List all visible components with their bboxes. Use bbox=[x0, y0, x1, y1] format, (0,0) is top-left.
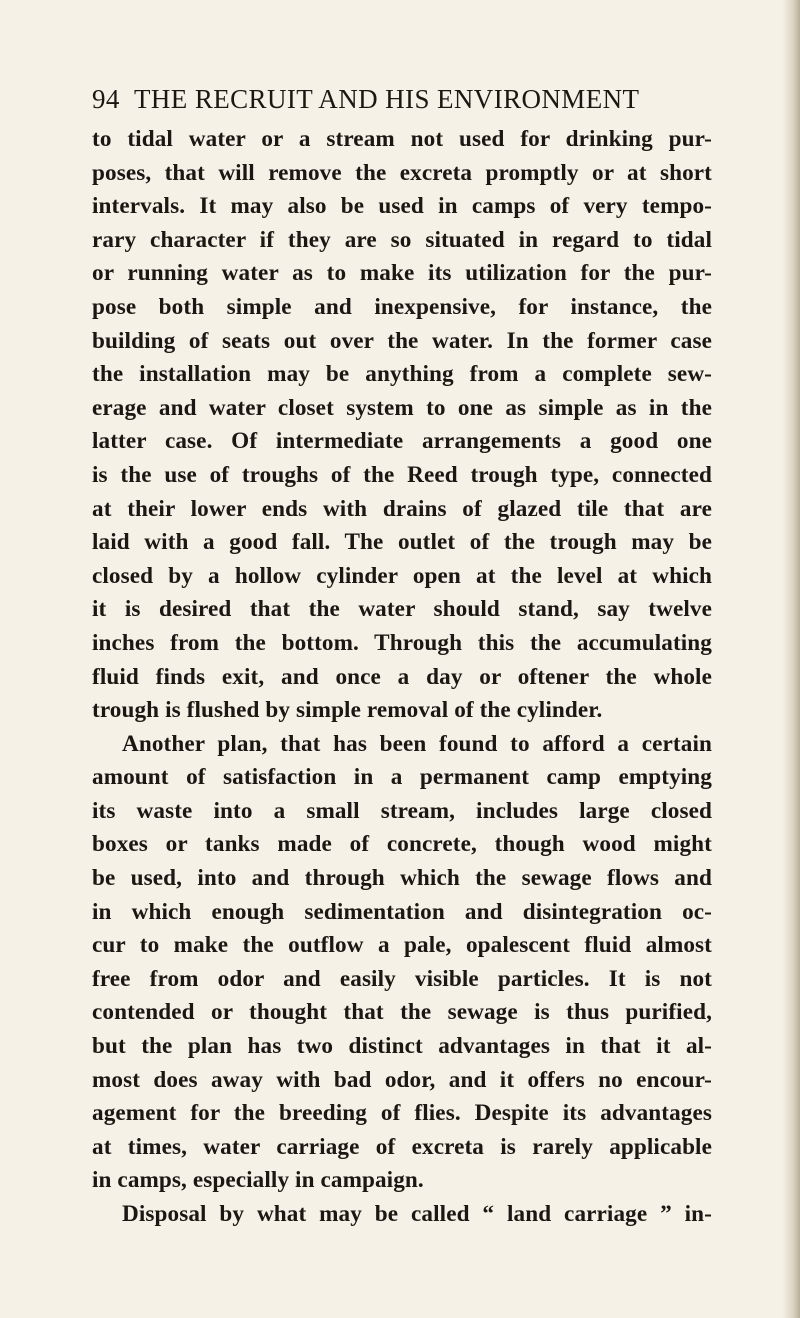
text-line: the installation may be anything from a complete sew- bbox=[92, 361, 712, 388]
text-line: trough is flushed by simple removal of the cylinder. bbox=[92, 697, 603, 724]
text-line: fluid finds exit, and once a day or oftener the whole bbox=[92, 663, 712, 690]
text-line: at their lower ends with drains of glazed tile that are bbox=[92, 495, 712, 522]
page-edge-shadow bbox=[782, 0, 800, 1318]
page-number: 94 bbox=[92, 84, 120, 114]
text-line: boxes or tanks made of concrete, though wood might bbox=[92, 831, 712, 858]
text-line: most does away with bad odor, and it offers no encour- bbox=[92, 1066, 712, 1093]
text-line: it is desired that the water should stand, say twelve bbox=[92, 596, 712, 623]
text-line: agement for the breeding of flies. Despite its advantages bbox=[92, 1100, 712, 1127]
text-line: in which enough sedimentation and disintegration oc- bbox=[92, 898, 712, 925]
text-line: but the plan has two distinct advantages in that it al- bbox=[92, 1033, 712, 1060]
text-line: free from odor and easily visible particles. It is not bbox=[92, 965, 712, 992]
text-line: latter case. Of intermediate arrangements a good one bbox=[92, 428, 712, 455]
text-line: inches from the bottom. Through this the accumulating bbox=[92, 629, 712, 656]
text-line: amount of satisfaction in a permanent camp emptying bbox=[92, 764, 712, 791]
text-line: building of seats out over the water. In the former case bbox=[92, 327, 712, 354]
running-head bbox=[92, 84, 712, 120]
running-title: THE RECRUIT AND HIS ENVIRONMENT bbox=[134, 84, 640, 114]
text-line: intervals. It may also be used in camps of very tempo- bbox=[92, 193, 712, 220]
text-line: laid with a good fall. The outlet of the trough may be bbox=[92, 529, 712, 556]
text-line: erage and water closet system to one as simple as in the bbox=[92, 394, 712, 421]
text-line: contended or thought that the sewage is thus purified, bbox=[92, 999, 712, 1026]
text-line: or running water as to make its utilization for the pur- bbox=[92, 260, 712, 287]
text-line: its waste into a small stream, includes large closed bbox=[92, 797, 712, 824]
text-line: to tidal water or a stream not used for drinking pur- bbox=[92, 126, 712, 152]
text-line: Disposal by what may be called “ land carriage ” in- bbox=[122, 1201, 712, 1227]
text-line: cur to make the outflow a pale, opalescent fluid almost bbox=[92, 932, 712, 959]
text-line: poses, that will remove the excreta promptly or at short bbox=[92, 159, 712, 186]
text-line: be used, into and through which the sewage flows and bbox=[92, 865, 712, 892]
body-text bbox=[92, 123, 712, 1232]
text-line: pose both simple and inexpensive, for instance, the bbox=[92, 293, 712, 320]
text-line: at times, water carriage of excreta is rarely applicable bbox=[92, 1133, 712, 1160]
text-line: rary character if they are so situated in regard to tidal bbox=[92, 226, 712, 253]
text-line: closed by a hollow cylinder open at the level at which bbox=[92, 562, 712, 589]
text-line: is the use of troughs of the Reed trough type, connected bbox=[92, 461, 712, 488]
text-line: Another plan, that has been found to afford a certain bbox=[122, 730, 712, 757]
text-line: in camps, especially in campaign. bbox=[92, 1167, 424, 1194]
